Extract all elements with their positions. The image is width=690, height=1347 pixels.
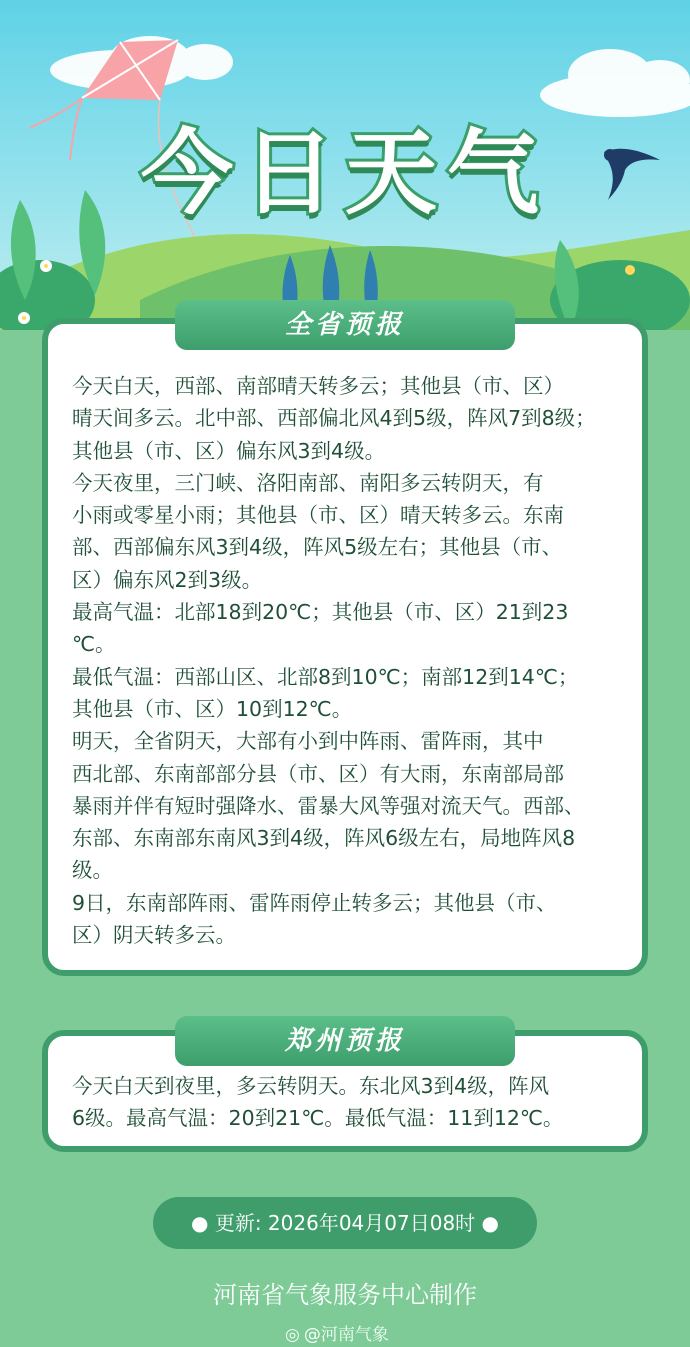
update-time-badge: ● 更新: 2026年04月07日08时 ● xyxy=(153,1197,537,1249)
province-forecast-tab: 全省预报 xyxy=(175,300,515,350)
producer-credit: 河南省气象服务中心制作 xyxy=(213,1281,477,1309)
watermark-text: @河南气象 xyxy=(303,1325,389,1345)
watermark xyxy=(285,1320,389,1345)
city-forecast-tab: 郑州预报 xyxy=(175,1016,515,1066)
page-title: 今日天气 xyxy=(140,120,549,227)
city-forecast-text: 今天白天到夜里，多云转阴天。东北风3到4级，阵风 6级。最高气温：20到21℃。最低气温：11到12℃。 xyxy=(72,1074,564,1131)
weibo-icon: ◎ xyxy=(285,1325,300,1345)
province-forecast-text: 今天白天，西部、南部晴天转多云；其他县（市、区） 晴天间多云。北中部、西部偏北风4到5级，阵风7到8级； 其他县（市、区）偏东风3到4级。 今天夜里，三门峡、洛阳南部、南阳多云转阴天，有 小雨或零星小雨；其他县（市、区）晴天转多云。东南 部、西部偏东风3到4级，阵风5级左右；其他县（市、 区）偏东风2到3级。 最高气温：北部18到20℃；其他县（市、区）21到23 ℃。 最低气温：西部山区、北部8到10℃；南部12到14℃； 其他县（市、区）10到12℃。 明天，全省阴天，大部有小到中阵雨、雷阵雨，其中 西北部、东南部部分县（市、区）有大雨，东南部局部 暴雨并伴有短时强降水、雷暴大风等强对流天气。西部、 东部、东南部东南风3到4级，阵风6级左右，局地阵风8 级。 9日，东南部阵雨、雷阵雨停止转多云；其他县（市、 区）阴天转多云。 xyxy=(72,374,596,948)
